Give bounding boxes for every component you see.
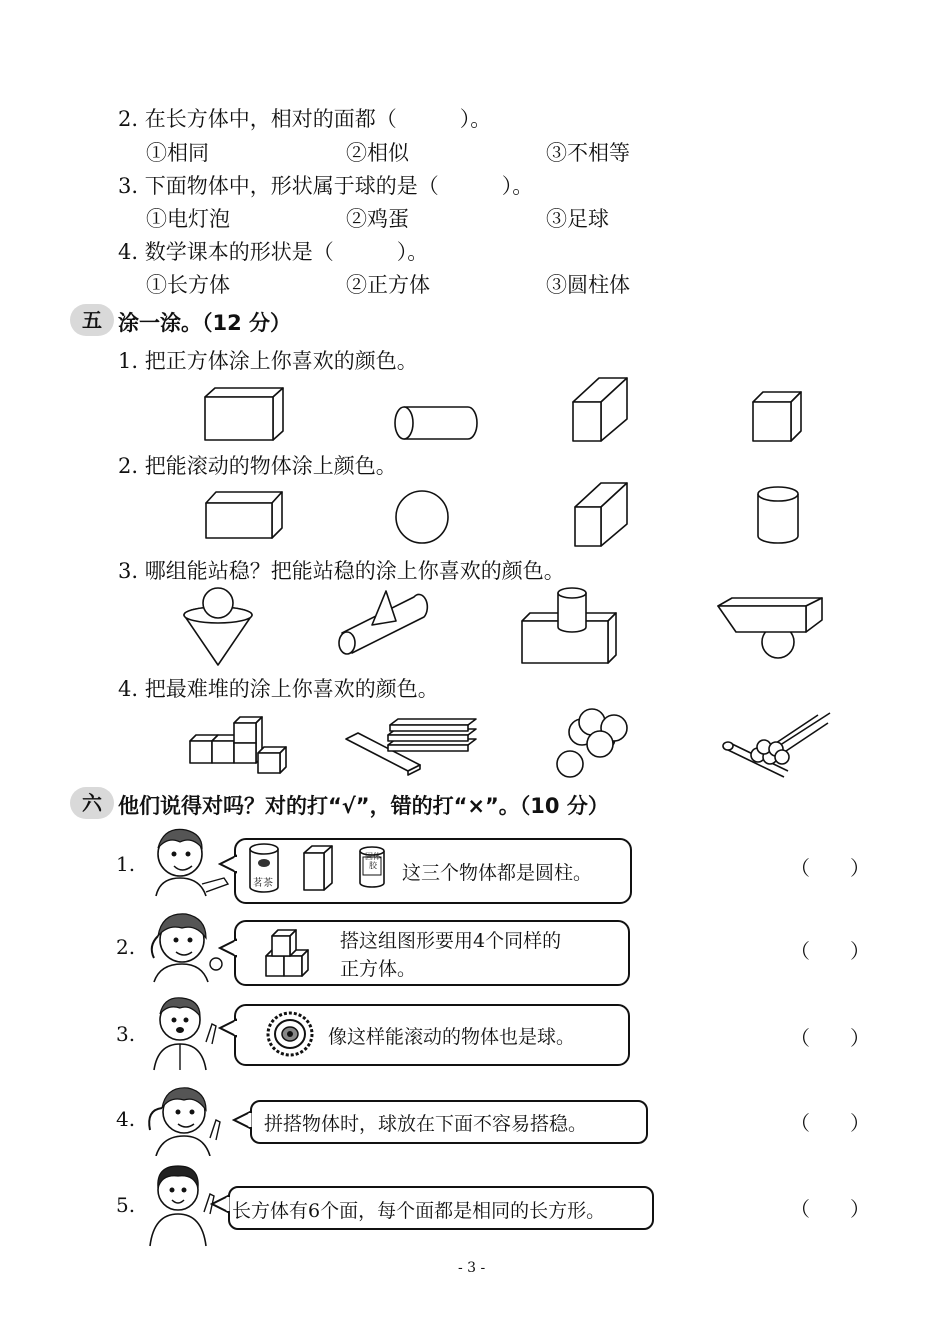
speech-tail-icon bbox=[218, 938, 238, 958]
section-6-title: 他们说得对吗？对的打“√”，错的打“×”。（10 分） bbox=[118, 794, 609, 818]
tall-block-icon bbox=[300, 843, 336, 893]
answer-blank-3[interactable]: （ ） bbox=[790, 1026, 870, 1050]
item-number: 2. bbox=[116, 935, 136, 959]
cube-stack-icon bbox=[262, 926, 322, 980]
board-stack-group[interactable] bbox=[344, 713, 480, 777]
speech-tail-icon bbox=[218, 1018, 238, 1038]
cylinder-on-cuboid-group[interactable] bbox=[518, 583, 622, 667]
sphere-shape[interactable] bbox=[392, 489, 452, 545]
statement-5: 长方体有6个面，每个面都是相同的长方形。 bbox=[232, 1200, 606, 1222]
option-4-2-a: ①相同 bbox=[146, 141, 209, 165]
speech-tail-icon bbox=[218, 854, 238, 874]
question-5-2-stem: 2. 把能滚动的物体涂上颜色。 bbox=[118, 454, 397, 478]
item-number: 5. bbox=[116, 1193, 136, 1217]
question-4-3-stem: 3. 下面物体中，形状属于球的是（ ）。 bbox=[118, 174, 534, 198]
statement-4: 拼搭物体时，球放在下面不容易搭稳。 bbox=[264, 1113, 588, 1135]
question-4-4-stem: 4. 数学课本的形状是（ ）。 bbox=[118, 240, 429, 264]
section-5-title: 涂一涂。（12 分） bbox=[118, 311, 292, 335]
statement-2-line-2: 正方体。 bbox=[340, 958, 417, 980]
cube-shape[interactable] bbox=[745, 388, 807, 445]
question-5-3-stem: 3. 哪组能站稳？把能站稳的涂上你喜欢的颜色。 bbox=[118, 559, 565, 583]
section-6-badge: 六 bbox=[70, 787, 114, 819]
item-number: 1. bbox=[116, 852, 136, 876]
option-4-4-b: ②正方体 bbox=[346, 273, 430, 297]
cuboid-on-sphere-group[interactable] bbox=[714, 596, 826, 664]
cuboid-shape-2[interactable] bbox=[198, 488, 290, 543]
sphere-pile-group[interactable] bbox=[552, 708, 638, 780]
page-number: - 3 - bbox=[458, 1260, 486, 1276]
section-5-badge: 五 bbox=[70, 304, 114, 336]
question-5-4-stem: 4. 把最难堆的涂上你喜欢的颜色。 bbox=[118, 677, 439, 701]
girl-avatar-2 bbox=[140, 1080, 236, 1156]
question-4-2-stem: 2. 在长方体中，相对的面都（ ）。 bbox=[118, 107, 492, 131]
option-4-3-a: ①电灯泡 bbox=[146, 207, 230, 231]
sphere-on-cone-group[interactable] bbox=[178, 585, 258, 667]
option-4-4-c: ③圆柱体 bbox=[546, 273, 630, 297]
question-5-1-stem: 1. 把正方体涂上你喜欢的颜色。 bbox=[118, 349, 418, 373]
glue-stick-label: 固体胶 bbox=[365, 852, 381, 870]
cylinder-shape[interactable] bbox=[390, 402, 482, 444]
cuboid-shape[interactable] bbox=[195, 385, 295, 445]
option-4-4-a: ①长方体 bbox=[146, 273, 230, 297]
answer-blank-5[interactable]: （ ） bbox=[790, 1197, 870, 1221]
option-4-3-c: ③足球 bbox=[546, 207, 609, 231]
option-4-2-c: ③不相等 bbox=[546, 141, 630, 165]
option-4-2-b: ②相似 bbox=[346, 141, 409, 165]
item-number: 3. bbox=[116, 1022, 136, 1046]
tall-cuboid-shape-2[interactable] bbox=[567, 480, 637, 550]
upright-cylinder-shape[interactable] bbox=[752, 484, 804, 548]
option-4-3-b: ②鸡蛋 bbox=[346, 207, 409, 231]
answer-blank-4[interactable]: （ ） bbox=[790, 1111, 870, 1135]
speech-tail-icon bbox=[210, 1194, 230, 1214]
speech-tail-icon bbox=[232, 1110, 252, 1130]
answer-blank-2[interactable]: （ ） bbox=[790, 939, 870, 963]
tire-icon bbox=[264, 1010, 316, 1058]
tall-cuboid-shape[interactable] bbox=[565, 375, 635, 445]
log-pile-group[interactable] bbox=[718, 705, 842, 779]
item-number: 4. bbox=[116, 1107, 136, 1131]
statement-2-line-1: 搭这组图形要用4个同样的 bbox=[340, 930, 562, 952]
statement-3: 像这样能滚动的物体也是球。 bbox=[328, 1026, 576, 1048]
tea-can-label: 茗茶 bbox=[253, 878, 273, 889]
answer-blank-1[interactable]: （ ） bbox=[790, 856, 870, 880]
cube-stack-group[interactable] bbox=[186, 713, 290, 777]
statement-1: 这三个物体都是圆柱。 bbox=[402, 862, 593, 884]
cone-on-cylinder-group[interactable] bbox=[332, 585, 432, 657]
